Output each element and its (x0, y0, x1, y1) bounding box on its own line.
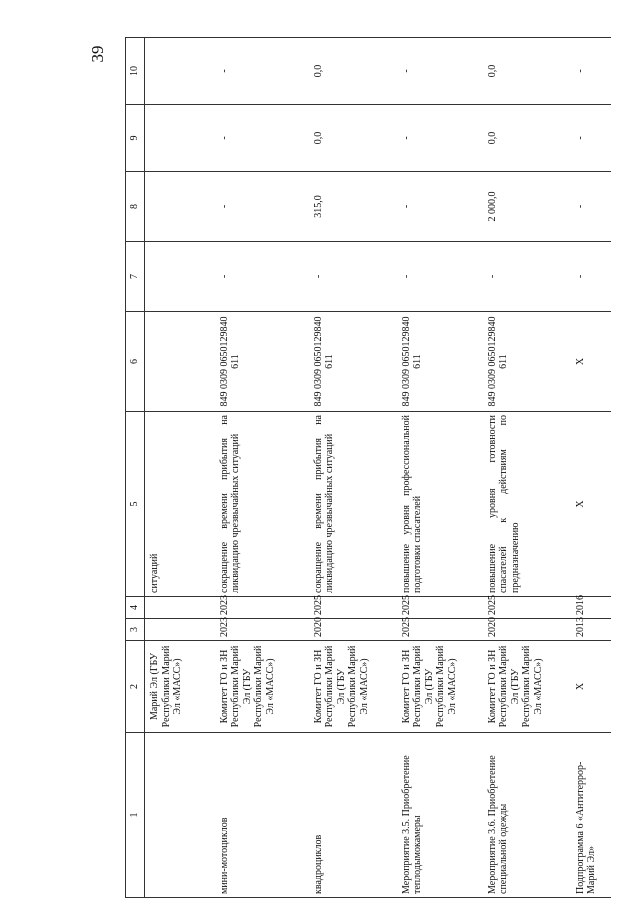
cell-end-year: 2023 (215, 597, 309, 619)
cell-value-10: - (215, 38, 309, 105)
cell-start-year: 2025 (397, 619, 483, 641)
cell-value-9: - (571, 105, 611, 172)
program-activities-table (125, 37, 611, 898)
table-row (571, 38, 611, 898)
cell-end-year: 2025 (483, 597, 571, 619)
cell-start-year: 2020 (483, 619, 571, 641)
cell-start-year: 2020 (309, 619, 397, 641)
col-header-7: 7 (126, 242, 145, 312)
table-row (483, 38, 571, 898)
cell-value-9: 0,0 (309, 105, 397, 172)
cell-value-10: 0,0 (309, 38, 397, 105)
cell-value-7 (145, 242, 215, 312)
cell-executor: Марий Эл (ГБУ Республики Марий Эл «МАСС») (145, 641, 215, 733)
cell-value-7: - (215, 242, 309, 312)
cell-value-10: - (397, 38, 483, 105)
cell-value-9: - (397, 105, 483, 172)
cell-value-8: 2 000,0 (483, 172, 571, 242)
cell-value-8: 315,0 (309, 172, 397, 242)
cell-value-9 (145, 105, 215, 172)
cell-budget-code (145, 312, 215, 412)
cell-value-10: - (571, 38, 611, 105)
table-row (145, 38, 215, 898)
cell-executor: Комитет ГО и ЗН Республики Марий Эл (ГБУ Республики Марий Эл «МАСС») (483, 641, 571, 733)
cell-activity: квадроциклов (309, 733, 397, 898)
cell-result: X (571, 412, 611, 597)
cell-activity (145, 733, 215, 898)
cell-activity: Мероприятие 3.6. Приобретение специальной одежды (483, 733, 571, 898)
cell-budget-code: 849 0309 0650129840 611 (215, 312, 309, 412)
col-header-8: 8 (126, 172, 145, 242)
cell-start-year: 2013 (571, 619, 611, 641)
cell-value-8: - (397, 172, 483, 242)
table-row (397, 38, 483, 898)
cell-end-year: 2025 (397, 597, 483, 619)
cell-result: сокращение времени прибытия на ликвидацию чрезвычайных ситуаций (215, 412, 309, 597)
cell-executor: Комитет ГО и ЗН Республики Марий Эл (ГБУ Республики Марий Эл «МАСС») (309, 641, 397, 733)
cell-result: ситуаций (145, 412, 215, 597)
cell-budget-code: 849 0309 0650129840 611 (309, 312, 397, 412)
col-header-9: 9 (126, 105, 145, 172)
cell-activity: мини-мотоциклов (215, 733, 309, 898)
cell-budget-code: X (571, 312, 611, 412)
cell-value-10 (145, 38, 215, 105)
cell-budget-code: 849 0309 0650129840 611 (483, 312, 571, 412)
cell-executor: X (571, 641, 611, 733)
cell-start-year: 2023 (215, 619, 309, 641)
cell-result: сокращение времени прибытия на ликвидацию чрезвычайных ситуаций (309, 412, 397, 597)
page-number: 39 (88, 45, 107, 63)
col-header-3: 3 (126, 619, 145, 641)
cell-value-7: - (483, 242, 571, 312)
cell-executor: Комитет ГО и ЗН Республики Марий Эл (ГБУ Республики Марий Эл «МАСС») (215, 641, 309, 733)
cell-value-9: - (215, 105, 309, 172)
cell-activity: Мероприятие 3.5. Приобретение теплодымокамеры (397, 733, 483, 898)
cell-end-year: 2025 (309, 597, 397, 619)
col-header-5: 5 (126, 412, 145, 597)
table-row (309, 38, 397, 898)
cell-value-7: - (309, 242, 397, 312)
col-header-2: 2 (126, 641, 145, 733)
cell-value-7: - (571, 242, 611, 312)
cell-value-7: - (397, 242, 483, 312)
header-row (126, 38, 145, 898)
cell-end-year (145, 597, 215, 619)
cell-budget-code: 849 0309 0650129840 611 (397, 312, 483, 412)
col-header-10: 10 (126, 38, 145, 105)
col-header-1: 1 (126, 733, 145, 898)
cell-value-8: - (215, 172, 309, 242)
rotated-table-frame (125, 38, 615, 898)
cell-end-year: 2016 (571, 597, 611, 619)
col-header-6: 6 (126, 312, 145, 412)
cell-executor: Комитет ГО и ЗН Республики Марий Эл (ГБУ Республики Марий Эл «МАСС») (397, 641, 483, 733)
cell-activity: Подпрограмма 6 «Антитеррор-Марий Эл» (571, 733, 611, 898)
cell-result: повышение уровня готовности спасателей к действиям по предназначению (483, 412, 571, 597)
table-container (125, 38, 615, 898)
cell-value-8: - (571, 172, 611, 242)
col-header-4: 4 (126, 597, 145, 619)
table-row (215, 38, 309, 898)
cell-value-8 (145, 172, 215, 242)
cell-value-9: 0,0 (483, 105, 571, 172)
cell-start-year (145, 619, 215, 641)
cell-result: повышение уровня профессиональной подготовки спасателей (397, 412, 483, 597)
cell-value-10: 0,0 (483, 38, 571, 105)
